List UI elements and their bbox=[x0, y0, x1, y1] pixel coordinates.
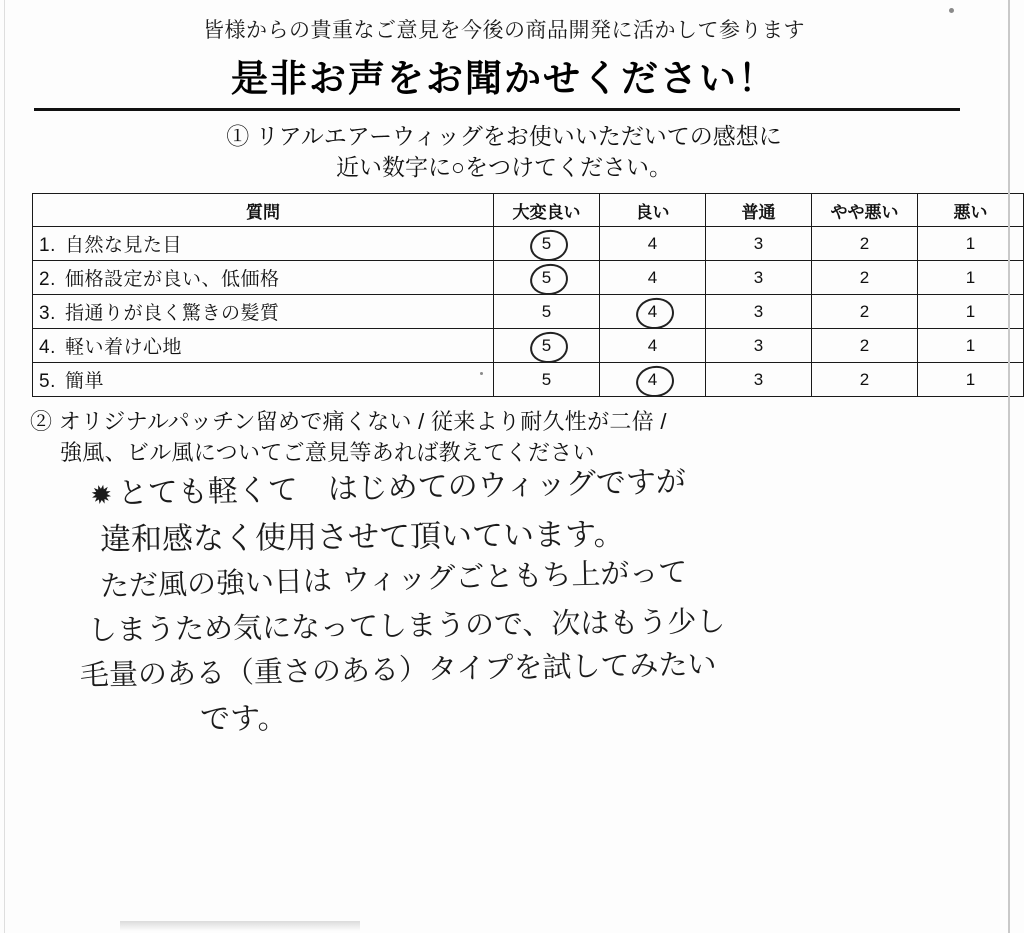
scan-speck bbox=[949, 8, 954, 13]
score-cell[interactable]: 4 bbox=[600, 329, 706, 363]
score-cell[interactable]: 3 bbox=[706, 227, 812, 261]
table-row bbox=[33, 363, 1024, 397]
handwriting-line: 毛量のある（重さのある）タイプを試してみたい bbox=[79, 646, 717, 692]
score-cell[interactable]: 5 bbox=[494, 227, 600, 261]
score-cell[interactable]: 3 bbox=[706, 261, 812, 295]
score-cell[interactable]: 2 bbox=[812, 295, 918, 329]
score-cell[interactable]: 2 bbox=[812, 329, 918, 363]
row-question bbox=[33, 261, 494, 295]
table-row bbox=[33, 329, 1024, 363]
header-question: 質問 bbox=[33, 194, 494, 227]
question-1-line-2: 近い数字に○をつけてください。 bbox=[336, 154, 672, 181]
row-question bbox=[33, 295, 494, 329]
header-bad: 悪い bbox=[918, 194, 1024, 227]
score-cell[interactable]: 1 bbox=[918, 295, 1024, 329]
scan-speck bbox=[480, 372, 483, 375]
row-label: 価格設定が良い、低価格 bbox=[65, 269, 280, 291]
header-very-good: 大変良い bbox=[494, 194, 600, 227]
table-row bbox=[33, 261, 1024, 295]
scan-edge-right bbox=[1008, 0, 1010, 933]
handwriting-line: ただ風の強い日は ウィッグごともち上がって bbox=[99, 554, 688, 603]
handwritten-answer bbox=[30, 464, 984, 738]
row-label: 自然な見た目 bbox=[65, 235, 183, 257]
survey-table bbox=[32, 193, 1024, 397]
score-cell[interactable]: 2 bbox=[812, 227, 918, 261]
row-question bbox=[33, 329, 494, 363]
heading-divider bbox=[34, 108, 960, 111]
score-cell[interactable]: 4 bbox=[600, 363, 706, 397]
question-1-text bbox=[24, 121, 984, 183]
score-cell[interactable]: 1 bbox=[918, 363, 1024, 397]
scan-bottom-artifact bbox=[120, 921, 360, 931]
row-question bbox=[33, 363, 494, 397]
table-header-row bbox=[33, 194, 1024, 227]
score-cell[interactable]: 5 bbox=[494, 261, 600, 295]
score-cell[interactable]: 3 bbox=[706, 295, 812, 329]
row-question bbox=[33, 227, 494, 261]
score-cell[interactable]: 2 bbox=[812, 261, 918, 295]
score-cell[interactable]: 1 bbox=[918, 261, 1024, 295]
score-cell[interactable]: 5 bbox=[494, 329, 600, 363]
question-2-line-2: 強風、ビル風についてご意見等あれば教えてください bbox=[60, 439, 595, 465]
question-1-line-1: ① リアルエアーウィッグをお使いいただいての感想に bbox=[226, 123, 782, 149]
score-cell[interactable]: 1 bbox=[918, 227, 1024, 261]
score-cell[interactable]: 3 bbox=[706, 329, 812, 363]
question-2-text bbox=[30, 407, 984, 469]
row-number: 1. bbox=[39, 235, 56, 257]
handwriting-line: しまうため気になってしまうので、次はもう少し bbox=[87, 604, 726, 648]
score-cell[interactable]: 4 bbox=[600, 227, 706, 261]
score-cell[interactable]: 5 bbox=[494, 295, 600, 329]
handwriting-text: とても軽くて はじめてのウィッグですが bbox=[117, 464, 687, 512]
score-cell[interactable]: 4 bbox=[600, 261, 706, 295]
row-number: 2. bbox=[39, 269, 56, 291]
header-somewhat-bad: やや悪い bbox=[812, 194, 918, 227]
header-good: 良い bbox=[600, 194, 706, 227]
row-number: 5. bbox=[39, 371, 56, 393]
document-subheading: 皆様からの貴重なご意見を今後の商品開発に活かして参ります bbox=[203, 19, 805, 42]
score-cell[interactable]: 4 bbox=[600, 295, 706, 329]
score-cell[interactable]: 3 bbox=[706, 363, 812, 397]
star-marker-icon: ✹ bbox=[87, 478, 115, 513]
question-2-line-1: ② オリジナルパッチン留めで痛くない / 従来より耐久性が二倍 / bbox=[30, 409, 667, 435]
header-normal: 普通 bbox=[706, 194, 812, 227]
table-row bbox=[33, 227, 1024, 261]
row-label: 簡単 bbox=[65, 371, 105, 393]
handwriting-line: 違和感なく使用させて頂いています。 bbox=[99, 516, 625, 559]
row-number: 4. bbox=[39, 337, 56, 359]
handwriting-line: です。 bbox=[199, 701, 288, 738]
document-heading: 是非お声をお聞かせください！ bbox=[231, 58, 777, 99]
score-cell[interactable]: 1 bbox=[918, 329, 1024, 363]
scan-edge-left bbox=[4, 0, 5, 933]
row-label: 軽い着け心地 bbox=[65, 337, 183, 359]
row-label: 指通りが良く驚きの髪質 bbox=[65, 303, 280, 325]
score-cell[interactable]: 2 bbox=[812, 363, 918, 397]
row-number: 3. bbox=[39, 303, 56, 325]
score-cell[interactable]: 5 bbox=[494, 363, 600, 397]
table-row bbox=[33, 295, 1024, 329]
